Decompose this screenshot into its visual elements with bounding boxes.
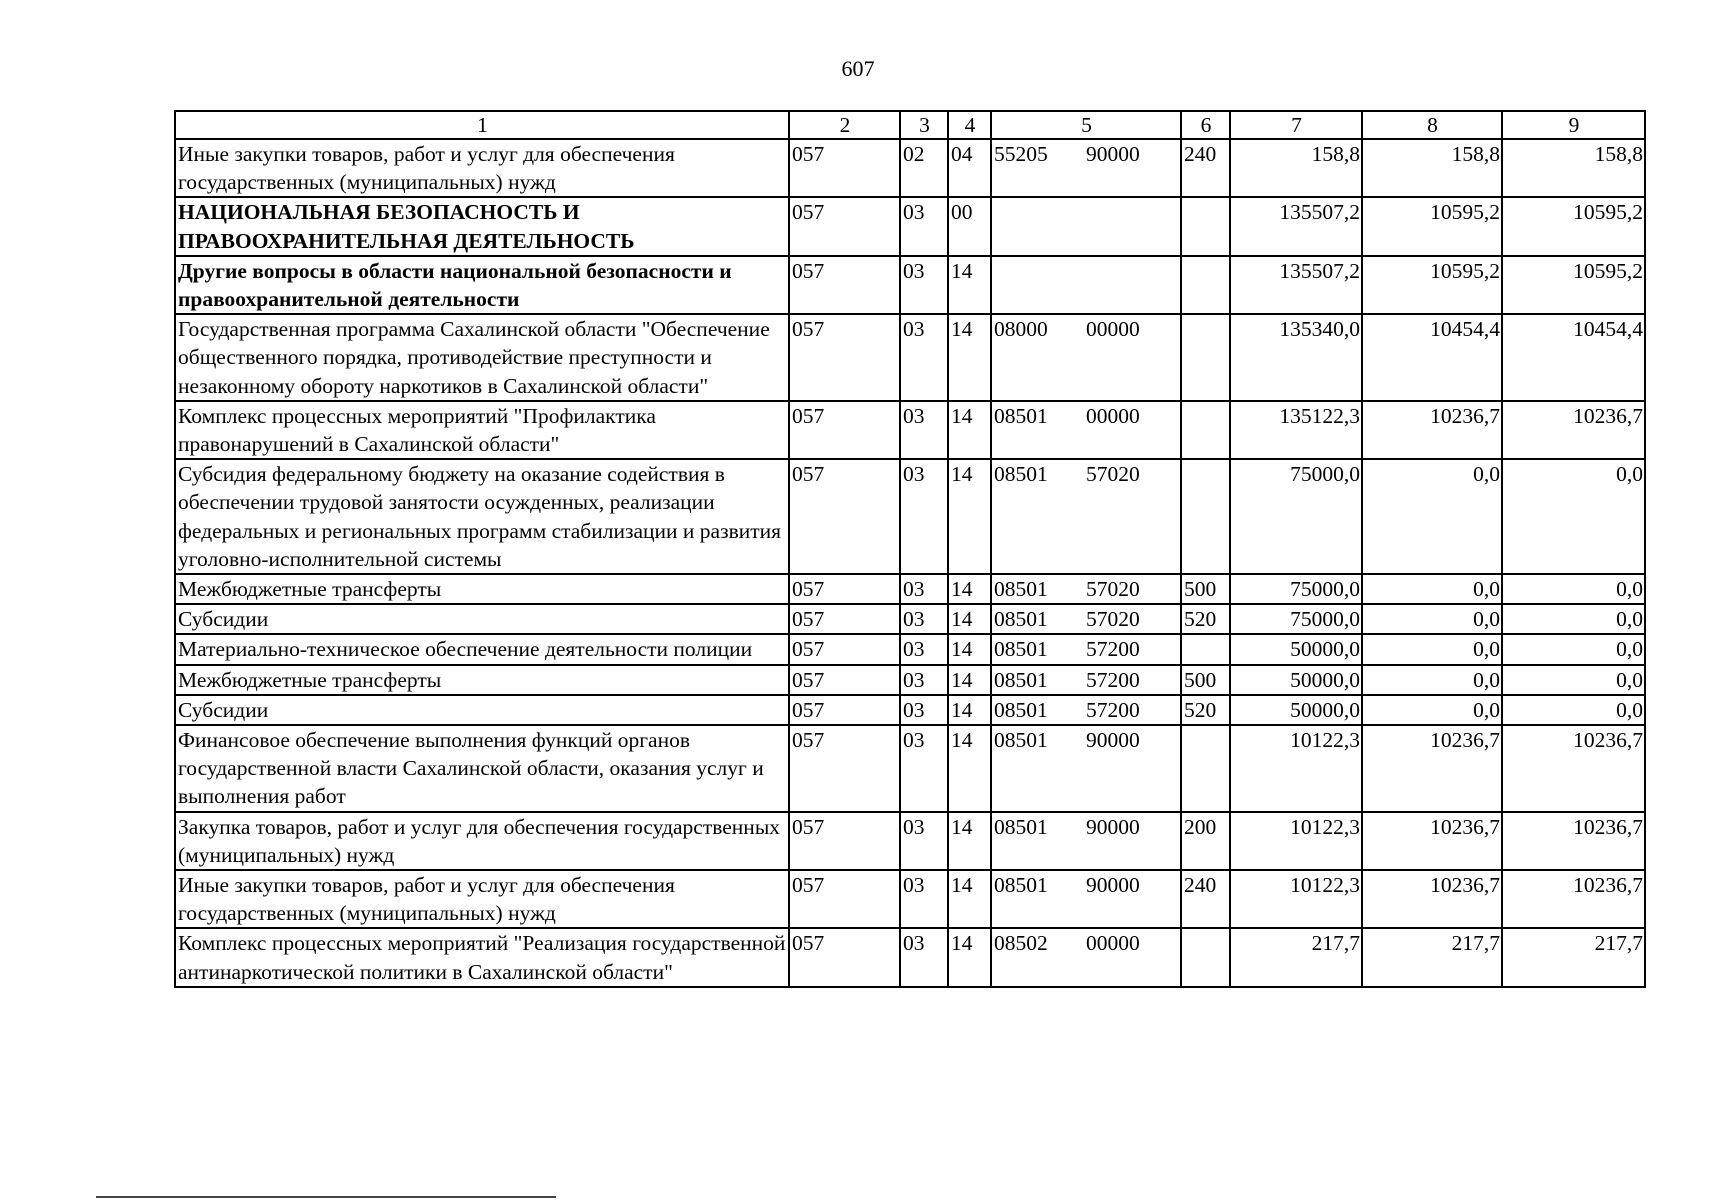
row-description: Другие вопросы в области национальной безопасности и правоохранительной деятельности: [175, 256, 789, 314]
amount-col9: 10595,2: [1502, 197, 1645, 255]
code-subsection: 14: [948, 665, 991, 695]
code-direction: 57200: [1086, 697, 1140, 722]
code-subsection: 14: [948, 634, 991, 664]
code-direction: 57020: [1086, 577, 1140, 602]
code-expense-type: [1181, 928, 1230, 986]
code-expense-type: 500: [1181, 574, 1230, 604]
code-target-article: [991, 634, 1181, 664]
code-direction: 00000: [1086, 931, 1140, 956]
code-ministry: 057: [789, 314, 900, 401]
row-description: Комплекс процессных мероприятий "Профилактика правонарушений в Сахалинской области": [175, 401, 789, 459]
code-ministry: 057: [789, 256, 900, 314]
code-expense-type: 240: [1181, 139, 1230, 197]
table-row: [175, 634, 1645, 664]
column-header: 6: [1181, 111, 1230, 139]
code-target-article: [991, 695, 1181, 725]
code-direction: 90000: [1086, 728, 1140, 753]
amount-col8: 0,0: [1362, 574, 1502, 604]
table-row: [175, 197, 1645, 255]
table-row: [175, 139, 1645, 197]
amount-col7: 10122,3: [1230, 870, 1362, 928]
table-row: [175, 574, 1645, 604]
code-ministry: 057: [789, 604, 900, 634]
code-direction: 57020: [1086, 462, 1140, 487]
code-direction: 00000: [1086, 403, 1140, 428]
code-target-article: [991, 197, 1181, 255]
column-header: 9: [1502, 111, 1645, 139]
amount-col8: 10236,7: [1362, 401, 1502, 459]
amount-col8: 0,0: [1362, 665, 1502, 695]
column-header: 5: [991, 111, 1181, 139]
amount-col7: 135122,3: [1230, 401, 1362, 459]
table-header-row: [175, 111, 1645, 139]
amount-col7: 135340,0: [1230, 314, 1362, 401]
code-target-article: [991, 870, 1181, 928]
code-ministry: 057: [789, 725, 900, 812]
code-program: 08501: [994, 873, 1048, 898]
code-ministry: 057: [789, 574, 900, 604]
table-row: [175, 665, 1645, 695]
page-number: 607: [841, 56, 875, 81]
code-target-article: [991, 459, 1181, 574]
table-row: [175, 725, 1645, 812]
code-ministry: 057: [789, 928, 900, 986]
code-section: 03: [900, 604, 948, 634]
amount-col9: 0,0: [1502, 604, 1645, 634]
code-program: 08501: [994, 637, 1048, 662]
code-program: 08501: [994, 577, 1048, 602]
code-subsection: 14: [948, 401, 991, 459]
code-ministry: 057: [789, 139, 900, 197]
code-section: 03: [900, 459, 948, 574]
amount-col9: 0,0: [1502, 665, 1645, 695]
amount-col8: 10236,7: [1362, 870, 1502, 928]
column-header: 1: [175, 111, 789, 139]
code-subsection: 14: [948, 695, 991, 725]
code-section: 03: [900, 812, 948, 870]
amount-col9: 10236,7: [1502, 401, 1645, 459]
code-expense-type: [1181, 459, 1230, 574]
table-row: [175, 928, 1645, 986]
amount-col7: 50000,0: [1230, 634, 1362, 664]
code-target-article: [991, 604, 1181, 634]
row-description: Межбюджетные трансферты: [175, 574, 789, 604]
code-expense-type: [1181, 256, 1230, 314]
row-description: Комплекс процессных мероприятий "Реализация государственной антинаркотической политики в Сахалинской области": [175, 928, 789, 986]
amount-col9: 10236,7: [1502, 725, 1645, 812]
code-direction: 90000: [1086, 873, 1140, 898]
code-program: 08501: [994, 403, 1048, 428]
code-section: 03: [900, 574, 948, 604]
code-subsection: 14: [948, 604, 991, 634]
amount-col9: 0,0: [1502, 634, 1645, 664]
code-section: 03: [900, 665, 948, 695]
budget-table: [174, 110, 1646, 988]
code-target-article: [991, 139, 1181, 197]
code-section: 03: [900, 256, 948, 314]
scan-artifact-line: [96, 1196, 556, 1198]
row-description: Иные закупки товаров, работ и услуг для обеспечения государственных (муниципальных) нужд: [175, 139, 789, 197]
code-expense-type: [1181, 634, 1230, 664]
amount-col7: 75000,0: [1230, 574, 1362, 604]
code-subsection: 14: [948, 725, 991, 812]
code-target-article: [991, 401, 1181, 459]
table-row: [175, 401, 1645, 459]
code-section: 03: [900, 870, 948, 928]
row-description: НАЦИОНАЛЬНАЯ БЕЗОПАСНОСТЬ И ПРАВООХРАНИТЕЛЬНАЯ ДЕЯТЕЛЬНОСТЬ: [175, 197, 789, 255]
amount-col7: 217,7: [1230, 928, 1362, 986]
code-ministry: 057: [789, 459, 900, 574]
code-target-article: [991, 928, 1181, 986]
code-section: 03: [900, 695, 948, 725]
amount-col8: 10595,2: [1362, 197, 1502, 255]
code-program: 08501: [994, 607, 1048, 632]
amount-col8: 0,0: [1362, 634, 1502, 664]
amount-col9: 0,0: [1502, 695, 1645, 725]
amount-col9: 10236,7: [1502, 870, 1645, 928]
amount-col9: 0,0: [1502, 574, 1645, 604]
code-expense-type: 500: [1181, 665, 1230, 695]
row-description: Субсидии: [175, 604, 789, 634]
code-direction: 90000: [1086, 142, 1140, 166]
amount-col7: 135507,2: [1230, 197, 1362, 255]
code-target-article: [991, 256, 1181, 314]
code-expense-type: [1181, 725, 1230, 812]
amount-col8: 0,0: [1362, 604, 1502, 634]
row-description: Закупка товаров, работ и услуг для обеспечения государственных (муниципальных) нужд: [175, 812, 789, 870]
code-direction: 57020: [1086, 607, 1140, 632]
amount-col9: 10595,2: [1502, 256, 1645, 314]
table-row: [175, 604, 1645, 634]
code-expense-type: [1181, 197, 1230, 255]
column-header: 4: [948, 111, 991, 139]
code-target-article: [991, 665, 1181, 695]
code-subsection: 14: [948, 928, 991, 986]
code-section: 03: [900, 928, 948, 986]
code-direction: 57200: [1086, 637, 1140, 662]
table-row: [175, 695, 1645, 725]
code-ministry: 057: [789, 665, 900, 695]
code-program: 08501: [994, 462, 1048, 487]
row-description: Субсидии: [175, 695, 789, 725]
amount-col7: 75000,0: [1230, 459, 1362, 574]
row-description: Межбюджетные трансферты: [175, 665, 789, 695]
column-header: 3: [900, 111, 948, 139]
amount-col7: 135507,2: [1230, 256, 1362, 314]
code-program: 08501: [994, 728, 1048, 753]
code-expense-type: 520: [1181, 604, 1230, 634]
code-direction: 90000: [1086, 814, 1140, 839]
amount-col8: 10454,4: [1362, 314, 1502, 401]
code-ministry: 057: [789, 812, 900, 870]
table-row: [175, 459, 1645, 574]
amount-col7: 10122,3: [1230, 812, 1362, 870]
code-subsection: 14: [948, 314, 991, 401]
row-description: Иные закупки товаров, работ и услуг для обеспечения государственных (муниципальных) нужд: [175, 870, 789, 928]
amount-col7: 10122,3: [1230, 725, 1362, 812]
column-header: 2: [789, 111, 900, 139]
amount-col8: 0,0: [1362, 695, 1502, 725]
code-ministry: 057: [789, 634, 900, 664]
code-program: 08000: [994, 317, 1048, 342]
code-section: 02: [900, 139, 948, 197]
code-target-article: [991, 314, 1181, 401]
code-ministry: 057: [789, 695, 900, 725]
amount-col9: 0,0: [1502, 459, 1645, 574]
code-section: 03: [900, 314, 948, 401]
code-program: 08501: [994, 667, 1048, 692]
amount-col9: 217,7: [1502, 928, 1645, 986]
row-description: Субсидия федеральному бюджету на оказание содействия в обеспечении трудовой занятости осужденных, реализации федеральных и региональных программ стабилизации и развития уголовно-исполнительной системы: [175, 459, 789, 574]
row-description: Государственная программа Сахалинской области "Обеспечение общественного порядка, противодействие преступности и незаконному обороту наркотиков в Сахалинской области": [175, 314, 789, 401]
amount-col8: 158,8: [1362, 139, 1502, 197]
code-expense-type: 520: [1181, 695, 1230, 725]
code-program: 55205: [994, 142, 1048, 166]
code-expense-type: 240: [1181, 870, 1230, 928]
code-program: 08501: [994, 814, 1048, 839]
code-direction: 00000: [1086, 317, 1140, 342]
amount-col8: 10236,7: [1362, 812, 1502, 870]
amount-col7: 158,8: [1230, 139, 1362, 197]
code-expense-type: 200: [1181, 812, 1230, 870]
table-row: [175, 870, 1645, 928]
code-subsection: 14: [948, 256, 991, 314]
code-subsection: 14: [948, 870, 991, 928]
table-row: [175, 256, 1645, 314]
code-subsection: 14: [948, 574, 991, 604]
code-target-article: [991, 725, 1181, 812]
column-header: 8: [1362, 111, 1502, 139]
row-description: Материально-техническое обеспечение деятельности полиции: [175, 634, 789, 664]
amount-col8: 10595,2: [1362, 256, 1502, 314]
code-direction: 57200: [1086, 667, 1140, 692]
code-ministry: 057: [789, 197, 900, 255]
code-subsection: 14: [948, 459, 991, 574]
column-header: 7: [1230, 111, 1362, 139]
code-section: 03: [900, 634, 948, 664]
code-program: 08502: [994, 931, 1048, 956]
code-section: 03: [900, 725, 948, 812]
amount-col7: 50000,0: [1230, 695, 1362, 725]
amount-col8: 10236,7: [1362, 725, 1502, 812]
amount-col9: 158,8: [1502, 139, 1645, 197]
code-expense-type: [1181, 401, 1230, 459]
table-row: [175, 812, 1645, 870]
amount-col9: 10236,7: [1502, 812, 1645, 870]
amount-col7: 50000,0: [1230, 665, 1362, 695]
code-expense-type: [1181, 314, 1230, 401]
code-section: 03: [900, 401, 948, 459]
code-ministry: 057: [789, 870, 900, 928]
amount-col8: 217,7: [1362, 928, 1502, 986]
code-subsection: 00: [948, 197, 991, 255]
code-target-article: [991, 812, 1181, 870]
amount-col7: 75000,0: [1230, 604, 1362, 634]
code-target-article: [991, 574, 1181, 604]
code-subsection: 04: [948, 139, 991, 197]
row-description: Финансовое обеспечение выполнения функций органов государственной власти Сахалинской области, оказания услуг и выполнения работ: [175, 725, 789, 812]
amount-col9: 10454,4: [1502, 314, 1645, 401]
code-section: 03: [900, 197, 948, 255]
code-program: 08501: [994, 697, 1048, 722]
code-ministry: 057: [789, 401, 900, 459]
table-row: [175, 314, 1645, 401]
amount-col8: 0,0: [1362, 459, 1502, 574]
code-subsection: 14: [948, 812, 991, 870]
